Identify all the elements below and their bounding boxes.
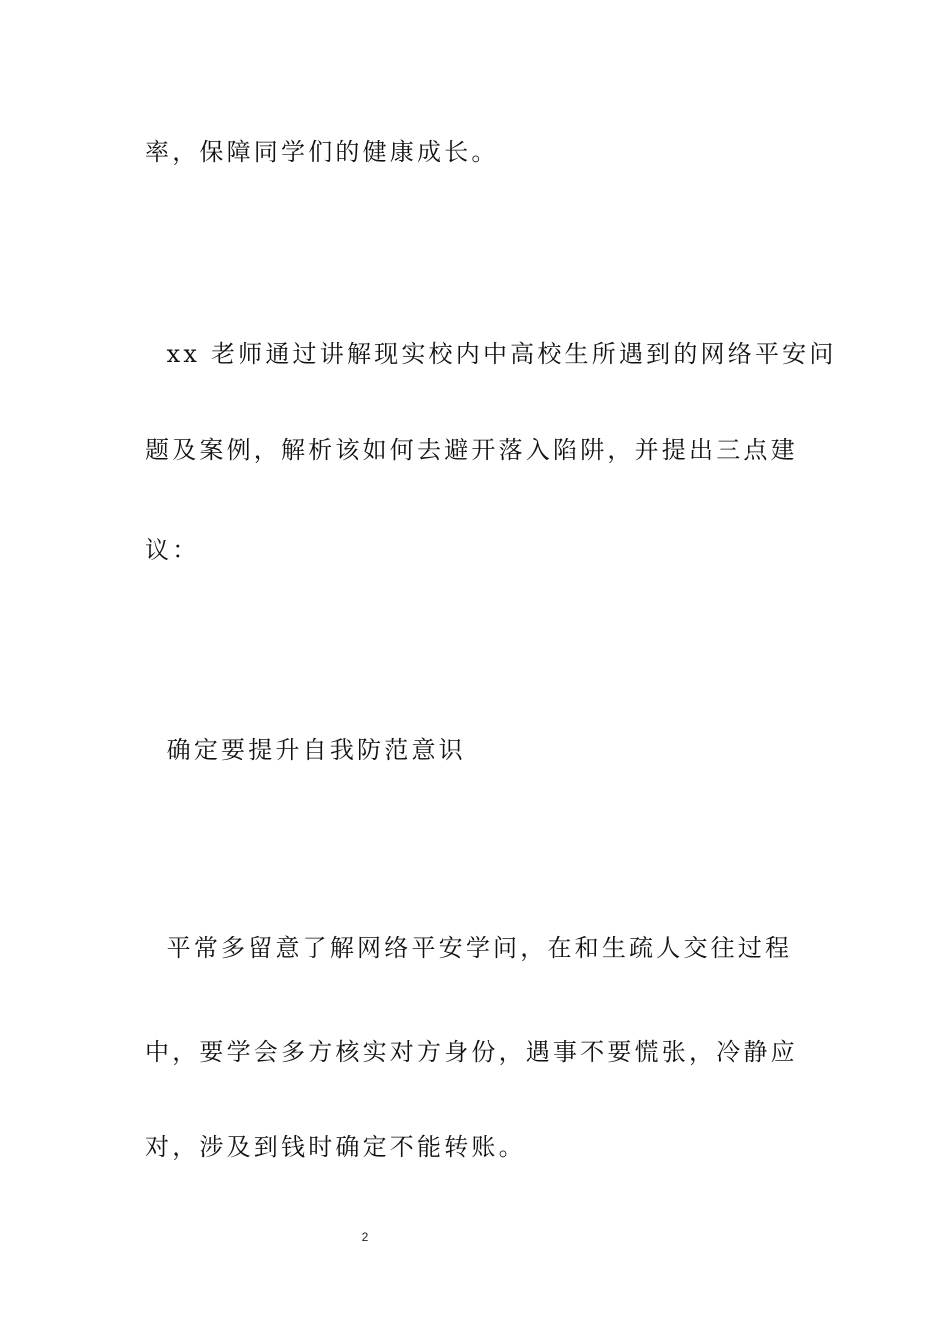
paragraph-line: 议：: [145, 536, 200, 564]
paragraph-line: 对，涉及到钱时确定不能转账。: [145, 1133, 526, 1161]
paragraph-line: 题及案例，解析该如何去避开落入陷阱，并提出三点建: [145, 436, 798, 464]
paragraph-line: 中，要学会多方核实对方身份，遇事不要慌张，冷静应: [145, 1038, 798, 1066]
paragraph-line: xx 老师通过讲解现实校内中高校生所遇到的网络平安问: [145, 340, 837, 368]
paragraph-line: 率，保障同学们的健康成长。: [145, 138, 499, 166]
page-number: 2: [361, 1230, 369, 1244]
section-heading: 确定要提升自我防范意识: [145, 736, 466, 764]
paragraph-line: 平常多留意了解网络平安学问，在和生疏人交往过程: [145, 934, 793, 962]
